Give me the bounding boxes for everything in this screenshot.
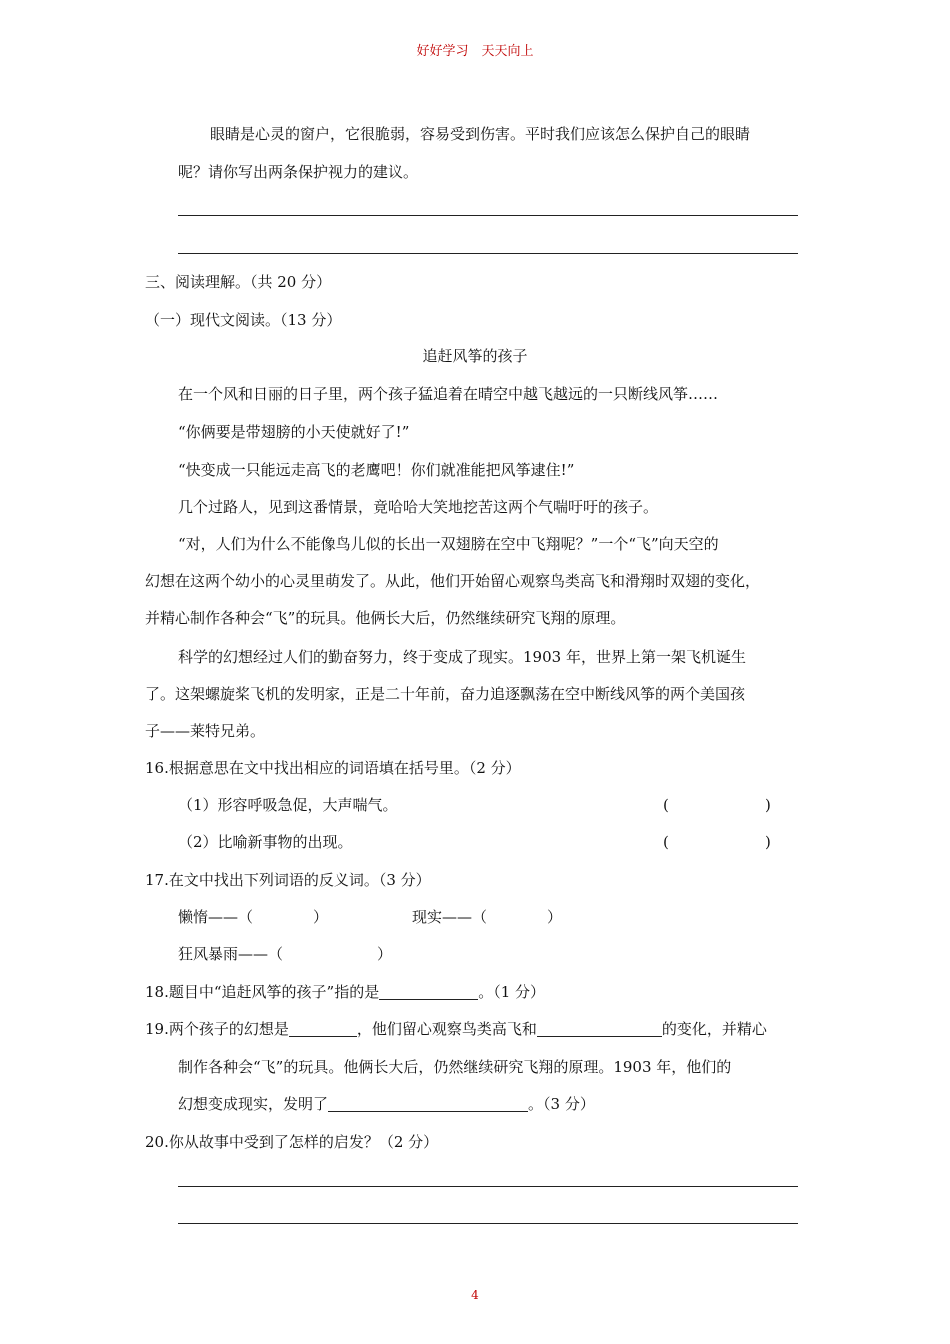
paren-close: ) — [765, 833, 771, 851]
answer-slot-17-1[interactable] — [263, 905, 313, 927]
intro-line-2: 呢？请你写出两条保护视力的建议。 — [178, 163, 419, 181]
antonym-item-2: 现实——（ — [412, 908, 488, 926]
passage-line: 几个过路人，见到这番情景，竟哈哈大笑地挖苦这两个气喘吁吁的孩子。 — [178, 498, 659, 516]
question-20-stem: 20.你从故事中受到了怎样的启发？（2 分） — [145, 1133, 439, 1151]
subsection-heading: （一）现代文阅读。（13 分） — [145, 311, 342, 329]
paren-open: ( — [663, 833, 669, 851]
question-19-line-2: 制作各种会“飞”的玩具。他俩长大后，仍然继续研究飞翔的原理。1903 年，他们的 — [178, 1058, 732, 1076]
answer-line[interactable] — [178, 215, 798, 216]
answer-line[interactable] — [178, 253, 798, 254]
answer-slot-17-2[interactable] — [497, 905, 547, 927]
paren-close: ） — [377, 945, 393, 963]
question-19-line-1 — [145, 1019, 767, 1039]
antonym-item-3: 狂风暴雨——（ — [178, 945, 284, 963]
passage-title: 追赶风筝的孩子 — [422, 347, 528, 365]
antonym-item-1: 懒惰——（ — [178, 908, 254, 926]
paren-close: ） — [313, 908, 329, 926]
question-19-text: 幻想变成现实，发明了 — [178, 1095, 329, 1113]
answer-line[interactable] — [178, 1186, 798, 1187]
paren-close: ） — [547, 908, 563, 926]
question-18 — [145, 982, 545, 1002]
passage-line: “对，人们为什么不能像鸟儿似的长出一双翅膀在空中飞翔呢？”一个“飞”向天空的 — [178, 535, 719, 553]
question-16-stem: 16.根据意思在文中找出相应的词语填在括号里。（2 分） — [145, 759, 521, 777]
passage-line: “快变成一只能远走高飞的老鹰吧！你们就准能把风筝逮住!” — [178, 461, 575, 479]
paren-open: ( — [663, 796, 669, 814]
question-19-text: ，他们留心观察鸟类高飞和 — [356, 1020, 537, 1038]
passage-line: 科学的幻想经过人们的勤奋努力，终于变成了现实。1903 年，世界上第一架飞机诞生 — [178, 648, 746, 666]
passage-line: 子——莱特兄弟。 — [145, 722, 266, 740]
answer-blank-19-3[interactable] — [328, 1095, 528, 1112]
answer-slot-16-2[interactable] — [680, 830, 760, 852]
paren-close: ) — [765, 796, 771, 814]
answer-blank-19-2[interactable] — [537, 1020, 662, 1037]
passage-line: 幻想在这两个幼小的心灵里萌发了。从此，他们开始留心观察鸟类高飞和滑翔时双翅的变化， — [145, 572, 761, 590]
passage-line: 了。这架螺旋桨飞机的发明家，正是二十年前，奋力追逐飘荡在空中断线风筝的两个美国孩 — [145, 685, 746, 703]
passage-line: 并精心制作各种会“飞”的玩具。他俩长大后，仍然继续研究飞翔的原理。 — [145, 609, 626, 627]
question-19-points: 。（3 分） — [528, 1095, 595, 1113]
answer-slot-17-3[interactable] — [293, 942, 373, 964]
answer-line[interactable] — [178, 1223, 798, 1224]
page-header: 好好学习 天天向上 — [416, 44, 534, 59]
question-17-stem: 17.在文中找出下列词语的反义词。（3 分） — [145, 871, 431, 889]
page-number: 4 — [471, 1288, 479, 1302]
question-19-text: 19.两个孩子的幻想是 — [145, 1020, 289, 1038]
question-16-item-1: （1）形容呼吸急促，大声喘气。 — [178, 796, 398, 814]
intro-line-1: 眼睛是心灵的窗户，它很脆弱，容易受到伤害。平时我们应该怎么保护自己的眼睛 — [210, 125, 751, 143]
section-heading: 三、阅读理解。（共 20 分） — [145, 273, 332, 291]
question-18-points: 。（1 分） — [478, 983, 546, 1001]
answer-blank-18[interactable] — [379, 983, 478, 1000]
answer-slot-16-1[interactable] — [680, 793, 760, 815]
passage-line: 在一个风和日丽的日子里，两个孩子猛追着在晴空中越飞越远的一只断线风筝…… — [178, 385, 719, 403]
answer-blank-19-1[interactable] — [289, 1020, 357, 1037]
passage-line: “你俩要是带翅膀的小天使就好了!” — [178, 423, 410, 441]
question-18-stem: 18.题目中“追赶风筝的孩子”指的是 — [145, 983, 380, 1001]
question-16-item-2: （2）比喻新事物的出现。 — [178, 833, 353, 851]
question-19-text: 的变化，并精心 — [661, 1020, 767, 1038]
question-19-line-3 — [178, 1094, 595, 1114]
